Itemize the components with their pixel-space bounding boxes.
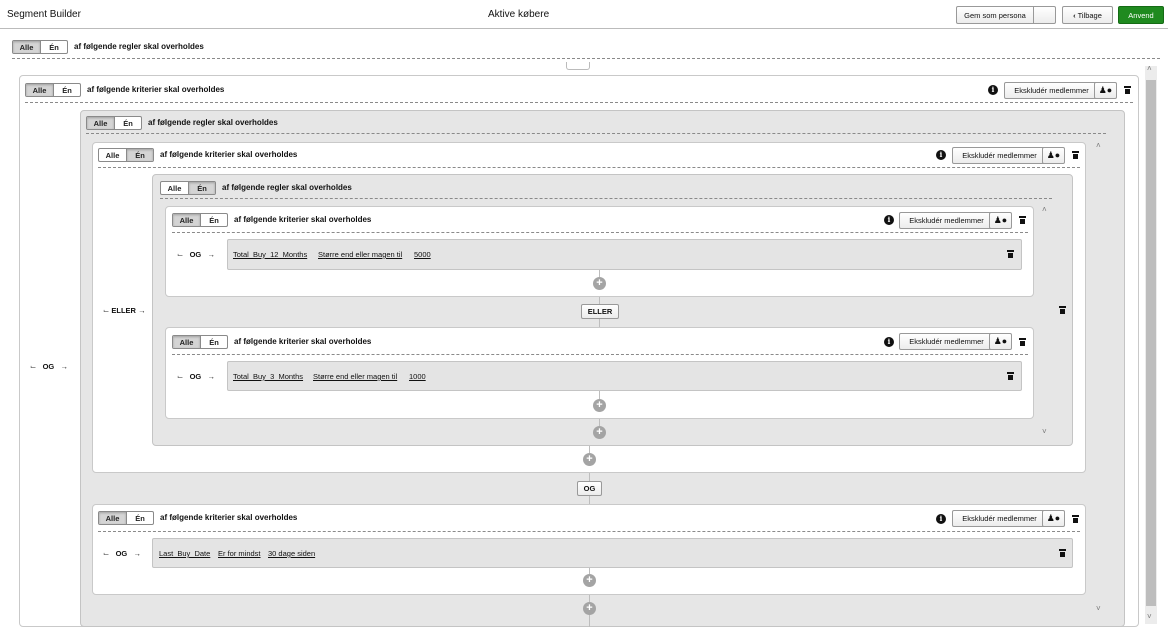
trash-icon[interactable] — [1019, 216, 1026, 224]
exclude-members-button[interactable]: Ekskludér medlemmer — [952, 510, 1047, 527]
toggle-one[interactable]: Én — [53, 84, 80, 96]
group-criteria-text: af følgende kriterier skal overholdes — [234, 337, 372, 346]
persona-button[interactable] — [989, 333, 1012, 350]
add-condition-icon[interactable]: + — [593, 399, 606, 412]
group-toggle[interactable] — [172, 213, 228, 227]
condition-connector: ⌙ OG → — [103, 549, 141, 558]
connector-notch — [566, 62, 590, 70]
toggle-all[interactable]: Alle — [87, 117, 114, 129]
connector-line — [599, 419, 600, 426]
info-icon[interactable]: i — [936, 514, 946, 524]
dashed-divider — [86, 133, 1106, 134]
root-rule-text: af følgende regler skal overholdes — [74, 42, 204, 51]
back-button[interactable]: ‹ Tilbage — [1062, 6, 1113, 24]
group-criteria-text: af følgende kriterier skal overholdes — [160, 150, 298, 159]
connector-line — [589, 473, 590, 481]
persona-icon: ♟● — [993, 215, 1008, 225]
root-toggle[interactable] — [12, 40, 68, 54]
condition-value[interactable]: 1000 — [409, 372, 426, 381]
group-toggle[interactable] — [25, 83, 81, 97]
scroll-up-icon[interactable]: ˄ — [1042, 205, 1047, 214]
toggle-all[interactable]: Alle — [173, 336, 200, 348]
exclude-members-button[interactable]: Ekskludér medlemmer — [899, 333, 994, 350]
toggle-all[interactable]: Alle — [26, 84, 53, 96]
apply-button[interactable]: Anvend — [1118, 6, 1164, 24]
group-toggle[interactable] — [98, 511, 154, 525]
toggle-one[interactable]: Én — [126, 149, 153, 161]
connector-og: ⌙ OG → — [30, 362, 68, 371]
toggle-one[interactable]: Én — [126, 512, 153, 524]
group-toggle[interactable] — [98, 148, 154, 162]
dashed-divider — [98, 167, 1080, 168]
toggle-one[interactable]: Én — [188, 182, 215, 194]
connector-line — [589, 615, 590, 627]
scroll-down-icon[interactable]: ˅ — [1042, 427, 1047, 436]
scroll-down-icon[interactable]: ˅ — [1096, 604, 1101, 613]
group-criteria-text: af følgende kriterier skal overholdes — [160, 513, 298, 522]
add-condition-icon[interactable]: + — [593, 277, 606, 290]
trash-icon[interactable] — [1019, 338, 1026, 346]
operator-og[interactable]: OG — [577, 481, 602, 496]
trash-icon[interactable] — [1007, 372, 1014, 380]
persona-button[interactable] — [1094, 82, 1117, 99]
condition-field[interactable]: Total_Buy_12_Months — [233, 250, 308, 259]
persona-icon: ♟● — [1046, 150, 1061, 160]
persona-icon: ♟● — [993, 336, 1008, 346]
add-condition-icon[interactable]: + — [583, 574, 596, 587]
toggle-one[interactable]: Én — [200, 336, 227, 348]
group-rules-text: af følgende regler skal overholdes — [222, 183, 352, 192]
persona-button[interactable] — [1042, 510, 1065, 527]
group-criteria-text: af følgende kriterier skal overholdes — [234, 215, 372, 224]
scroll-up-icon[interactable]: ˄ — [1147, 64, 1152, 73]
exclude-members-button[interactable]: Ekskludér medlemmer — [1004, 82, 1099, 99]
trash-icon[interactable] — [1059, 549, 1066, 557]
scroll-down-icon[interactable]: ˅ — [1147, 612, 1152, 621]
trash-icon[interactable] — [1007, 250, 1014, 258]
add-criteria-icon[interactable]: + — [593, 426, 606, 439]
toggle-all[interactable]: Alle — [105, 150, 120, 160]
dashed-divider — [160, 198, 1052, 199]
toggle-one[interactable]: Én — [200, 214, 227, 226]
toggle-all[interactable]: Alle — [13, 41, 40, 53]
condition-value[interactable]: 5000 — [414, 250, 431, 259]
button-divider — [1033, 7, 1034, 23]
app-title: Segment Builder — [7, 9, 81, 20]
trash-icon[interactable] — [1059, 306, 1066, 314]
add-rule-icon[interactable]: + — [583, 453, 596, 466]
connector-line — [599, 297, 600, 304]
condition-connector: ⌙ OG → — [177, 372, 215, 381]
trash-icon[interactable] — [1124, 86, 1131, 94]
info-icon[interactable]: i — [988, 85, 998, 95]
toggle-all[interactable]: Alle — [167, 183, 182, 193]
connector-line — [589, 595, 590, 602]
group-rules-text: af følgende regler skal overholdes — [148, 118, 278, 127]
condition-value[interactable]: 30 dage siden — [268, 549, 316, 558]
condition-operator[interactable]: Større end eller magen til — [318, 250, 403, 259]
group-toggle[interactable] — [160, 181, 216, 195]
connector-line — [589, 446, 590, 453]
dashed-divider — [172, 232, 1028, 233]
exclude-members-button[interactable]: Ekskludér medlemmer — [952, 147, 1047, 164]
persona-button[interactable] — [989, 212, 1012, 229]
dashed-divider — [98, 531, 1080, 532]
group-criteria-text: af følgende kriterier skal overholdes — [87, 85, 225, 94]
group-toggle[interactable] — [86, 116, 142, 130]
segment-name: Aktive købere — [488, 9, 550, 20]
save-as-persona-button[interactable]: Gem som persona — [956, 6, 1056, 24]
condition-connector: ⌙ OG → — [177, 250, 215, 259]
group-toggle[interactable] — [172, 335, 228, 349]
dashed-divider — [25, 102, 1133, 103]
info-icon[interactable]: i — [884, 337, 894, 347]
trash-icon[interactable] — [1072, 151, 1079, 159]
condition-field[interactable]: Total_Buy_3_Months — [233, 372, 304, 381]
connector-eller: ⌙ ELLER → — [103, 306, 146, 315]
condition-field[interactable]: Last_Buy_Date — [159, 549, 211, 558]
scroll-up-icon[interactable]: ˄ — [1096, 141, 1101, 150]
persona-button[interactable] — [1042, 147, 1065, 164]
condition-operator[interactable]: Større end eller magen til — [313, 372, 398, 381]
add-criteria-icon[interactable]: + — [583, 602, 596, 615]
toggle-all[interactable]: Alle — [173, 214, 200, 226]
dashed-divider — [12, 58, 1160, 59]
persona-icon: ♟● — [1046, 513, 1061, 523]
dashed-divider — [172, 354, 1028, 355]
info-icon[interactable]: i — [884, 215, 894, 225]
connector-line — [599, 319, 600, 327]
toggle-all[interactable]: Alle — [99, 512, 126, 524]
condition-operator[interactable]: Er for mindst — [218, 549, 261, 558]
chevron-left-icon: ‹ — [1073, 10, 1076, 20]
outer-scroll-thumb[interactable] — [1146, 80, 1156, 606]
trash-icon[interactable] — [1072, 515, 1079, 523]
exclude-members-button[interactable]: Ekskludér medlemmer — [899, 212, 994, 229]
toggle-one[interactable]: Én — [114, 117, 141, 129]
info-icon[interactable]: i — [936, 150, 946, 160]
toggle-one[interactable]: Én — [40, 41, 67, 53]
connector-line — [589, 496, 590, 504]
connector-line — [599, 270, 600, 277]
operator-eller[interactable]: ELLER — [581, 304, 619, 319]
header-divider — [0, 28, 1168, 29]
connector-line — [599, 391, 600, 399]
persona-icon: ♟● — [1098, 85, 1113, 95]
